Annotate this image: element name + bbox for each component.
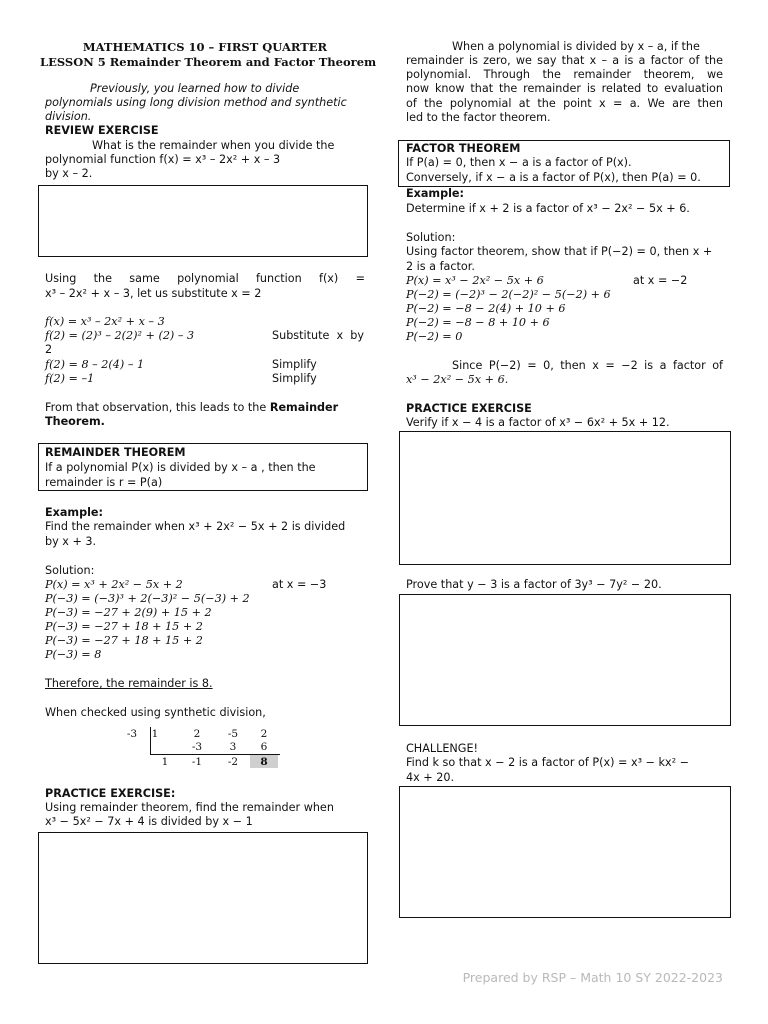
practice-heading: PRACTICE EXERCISE: [45,787,176,800]
review-line: What is the remainder when you divide the [92,139,335,152]
remainder-theorem-heading: REMAINDER THEOREM [45,446,186,459]
synthetic-coefficient: 2 [260,728,268,740]
synthetic-product: -3 [191,741,203,753]
synthetic-coefficient: 2 [193,728,201,740]
example-line: Determine if x + 2 is a factor of x³ − 2x² − 5x + 6. [406,202,690,215]
practice-line: x³ − 5x² − 7x + 4 is divided by x − 1 [45,815,253,828]
factor-intro-line: of the polynomial at the point x = a. We are then [406,97,723,110]
practice-line: Using remainder theorem, find the remainder when [45,801,334,814]
since-line: x³ − 2x² − 5x + 6. [406,373,509,386]
equation-line: P(−3) = −27 + 18 + 15 + 2 [45,634,203,647]
challenge-line: Find k so that x − 2 is a factor of P(x) = x³ − kx² − [406,756,690,769]
equation-line: P(−3) = (−3)³ + 2(−3)² − 5(−3) + 2 [45,592,250,605]
equation-line: f(2) = (2)³ – 2(2)² + (2) – 3 [45,329,195,342]
synthetic-division [120,725,285,770]
practice-answer-box[interactable] [38,832,368,964]
step-note: Simplify [272,358,317,371]
solution-line: 2 is a factor. [406,260,475,273]
equation-line: f(2) = 8 – 2(4) – 1 [45,358,145,371]
equation-line: f(x) = x³ – 2x² + x – 3 [45,315,165,328]
factor-theorem-heading: FACTOR THEOREM [406,142,521,155]
observation-text-part: From that observation, this leads to the [45,401,270,414]
step-note: at x = −3 [272,578,327,591]
factor-theorem-line: If P(a) = 0, then x − a is a factor of P(x). [406,156,632,169]
remainder-theorem-line: remainder is r = P(a) [45,476,163,489]
equation-line: f(2) = –1 [45,372,95,385]
example-line: Find the remainder when x³ + 2x² − 5x + 2 is divided [45,520,346,533]
review-answer-box[interactable] [38,185,368,257]
intro-text: Previously, you learned how to divide polynomials using long division method and synthetic division. [45,82,347,123]
since-line: Since P(−2) = 0, then x = −2 is a factor of [452,359,723,372]
synthetic-remainder: 8 [260,756,268,768]
solution-label: Solution: [45,564,95,577]
footer-credit: Prepared by RSP – Math 10 SY 2022-2023 [462,970,723,985]
substitution-intro: x³ – 2x² + x – 3, let us substitute x = 2 [45,287,262,300]
synthetic-coefficient: -5 [227,728,239,740]
synthetic-divisor: -3 [126,728,138,740]
observation-text: Theorem. [45,415,105,428]
observation-text [45,401,365,415]
equation-line: P(−3) = 8 [45,648,102,661]
example-heading: Example: [406,187,464,200]
prove-line: Prove that y − 3 is a factor of 3y³ − 7y² − 20. [406,578,662,591]
synthetic-product: 3 [229,741,237,753]
check-text: When checked using synthetic division, [45,706,266,719]
conclusion-text: Therefore, the remainder is 8. [45,677,213,690]
solution-line: Using factor theorem, show that if P(−2) = 0, then x + [406,245,713,258]
equation-line: P(x) = x³ − 2x² − 5x + 6 [406,274,544,287]
synthetic-product: 6 [260,741,268,753]
solution-label: Solution: [406,231,456,244]
factor-theorem-line: Conversely, if x − a is a factor of P(x), then P(a) = 0. [406,171,701,184]
equation-line: P(−2) = −8 − 8 + 10 + 6 [406,316,550,329]
factor-intro-line: remainder is zero, we say that x – a is a factor of the [406,54,723,67]
example-heading: Example: [45,506,103,519]
equation-line: 2 [45,343,53,356]
practice-answer-box[interactable] [399,431,731,565]
factor-intro-line: now know that the remainder is related to evaluation [406,82,723,95]
review-line: polynomial function f(x) = x³ – 2x² + x – 3 [45,153,281,166]
synthetic-coefficient: 1 [151,728,159,740]
step-note: Substitute x by [272,329,364,342]
factor-intro-line: led to the factor theorem. [406,111,551,124]
example-line: by x + 3. [45,535,97,548]
equation-line: P(x) = x³ + 2x² − 5x + 2 [45,578,183,591]
equation-line: P(−2) = −8 − 2(4) + 10 + 6 [406,302,566,315]
challenge-line: 4x + 20. [406,771,455,784]
practice-heading: PRACTICE EXERCISE [406,402,532,415]
challenge-answer-box[interactable] [399,786,731,918]
review-heading: REVIEW EXERCISE [45,124,159,137]
equation-line: P(−2) = 0 [406,330,463,343]
remainder-theorem-line: If a polynomial P(x) is divided by x – a , then the [45,461,316,474]
step-note: Simplify [272,372,317,385]
prove-answer-box[interactable] [399,594,731,726]
practice-line: Verify if x − 4 is a factor of x³ − 6x² + 5x + 12. [406,416,670,429]
synthetic-result: -2 [227,756,239,768]
review-line: by x – 2. [45,167,93,180]
equation-line: P(−3) = −27 + 18 + 15 + 2 [45,620,203,633]
page-title: MATHEMATICS 10 – FIRST QUARTER [82,40,328,54]
factor-intro-line: When a polynomial is divided by x – a, if the [452,40,700,53]
synthetic-result: 1 [161,756,169,768]
remainder-term: Remainder [269,401,339,414]
synthetic-result: -1 [191,756,203,768]
substitution-intro: Using the same polynomial function f(x) = [45,272,365,285]
challenge-heading: CHALLENGE! [406,742,479,755]
equation-line: P(−3) = −27 + 2(9) + 15 + 2 [45,606,212,619]
step-note: at x = −2 [633,274,688,287]
lesson-title: LESSON 5 Remainder Theorem and Factor Theorem [40,55,377,69]
equation-line: P(−2) = (−2)³ − 2(−2)² − 5(−2) + 6 [406,288,611,301]
factor-intro-line: polynomial. Through the remainder theorem, we [406,68,723,81]
